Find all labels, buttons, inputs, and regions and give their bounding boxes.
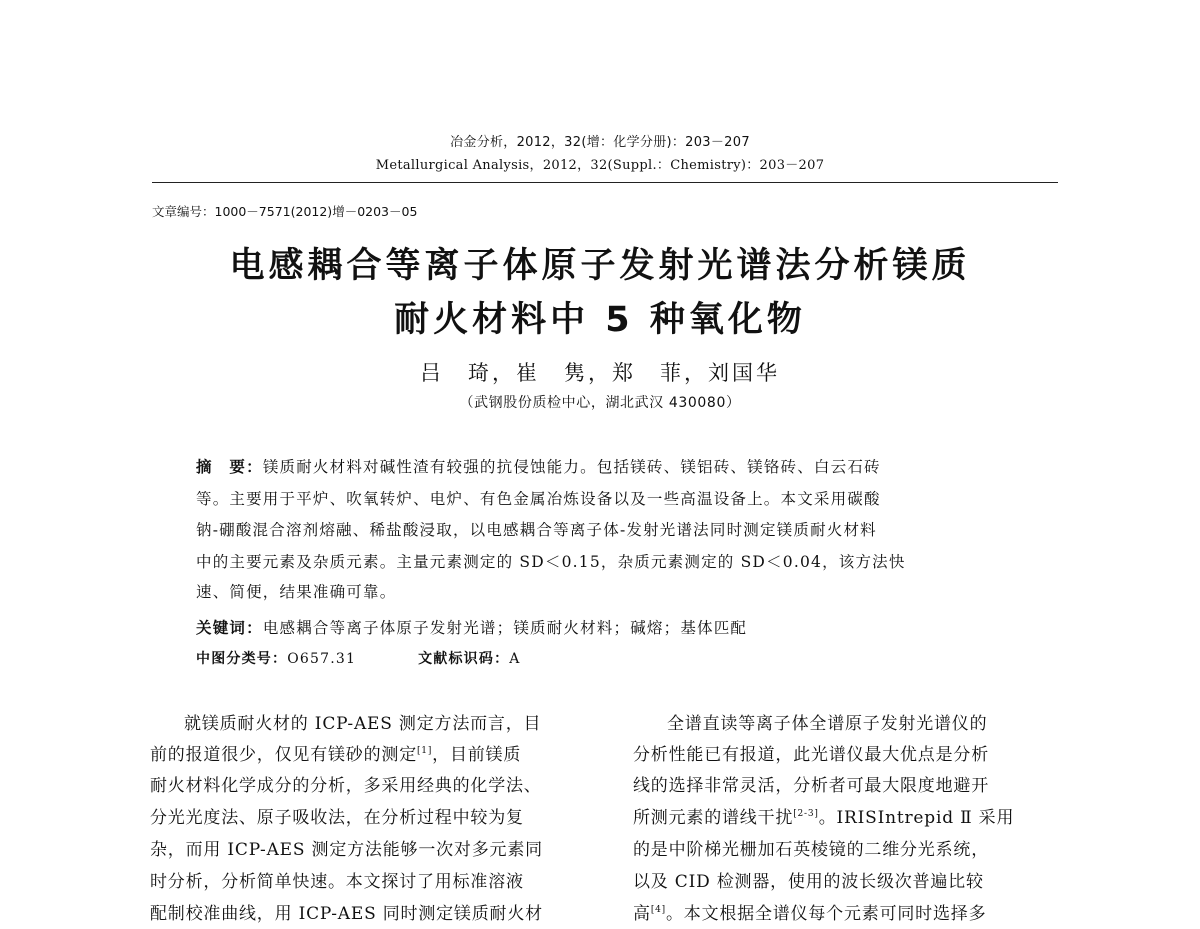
- body-left-text-1: 就镁质耐火材的 ICP-AES 测定方法而言，目: [184, 714, 542, 734]
- body-right-line-5: 的是中阶梯光栅加石英棱镜的二维分光系统，: [633, 840, 989, 860]
- abstract-line-1: [196, 455, 1016, 477]
- paper-title-line-1: 电感耦合等离子体原子发射光谱法分析镁质: [229, 246, 971, 286]
- body-left-line-7: 配制校准曲线，用 ICP-AES 同时测定镁质耐火材: [150, 904, 543, 924]
- abstract-label: 摘 要：: [196, 458, 263, 476]
- body-left-line-2: [150, 740, 521, 765]
- body-right-line-4: [633, 803, 1014, 828]
- body-right-text-1: 全谱直读等离子体全谱原子发射光谱仪的: [667, 714, 988, 734]
- doc-code-value: A: [509, 651, 521, 667]
- body-right-line-6: 以及 CID 检测器，使用的波长级次普遍比较: [633, 872, 984, 892]
- body-left-line-6: 时分析，分析简单快速。本文探讨了用标准溶液: [150, 872, 524, 892]
- body-right-line-1: [633, 709, 987, 734]
- body-left-line-5: 杂，而用 ICP-AES 测定方法能够一次对多元素同: [150, 840, 543, 860]
- body-right-line-2: 分析性能已有报道，此光谱仪最大优点是分析: [633, 745, 989, 765]
- keywords: [196, 616, 1016, 638]
- citation-ref: [4]: [650, 905, 666, 915]
- abstract-line-5: 速、简便，结果准确可靠。: [196, 583, 397, 601]
- body-right-line-3: 线的选择非常灵活，分析者可最大限度地避开: [633, 776, 989, 796]
- abstract-line-2: 等。主要用于平炉、吹氧转炉、电炉、有色金属冶炼设备以及一些高温设备上。本文采用碳酸: [196, 490, 881, 508]
- body-left-line-3: 耐火材料化学成分的分析，多采用经典的化学法、: [150, 776, 542, 796]
- author-list: 吕 琦，崔 隽，郑 菲，刘国华: [420, 361, 780, 385]
- citation-ref: [2-3]: [793, 809, 819, 819]
- citation-ref: [1]: [417, 746, 433, 756]
- author-affiliation: （武钢股份质检中心，湖北武汉 430080）: [459, 395, 741, 411]
- body-right-text-7a: 高: [633, 904, 651, 924]
- body-right-text-7b: 。本文根据全谱仪每个元素可同时选择多: [665, 904, 987, 924]
- abstract-line-3: 钠-硼酸混合溶剂熔融、稀盐酸浸取，以电感耦合等离子体-发射光谱法同时测定镁质耐火材料: [196, 521, 877, 539]
- clc-label: 中图分类号：: [196, 651, 288, 667]
- body-left-text-2a: 前的报道很少，仅见有镁砂的测定: [150, 745, 417, 765]
- journal-citation-cn: 冶金分析，2012，32(增：化学分册)：203－207: [450, 135, 750, 150]
- body-left-text-2b: ，目前镁质: [432, 745, 522, 765]
- header-divider: [152, 182, 1058, 183]
- keywords-text: 电感耦合等离子体原子发射光谱；镁质耐火材料；碱熔；基体匹配: [262, 619, 748, 637]
- body-left-line-4: 分光光度法、原子吸收法，在分析过程中较为复: [150, 808, 524, 828]
- doc-code-label: 文献标识码：: [418, 651, 510, 667]
- keywords-label: 关键词：: [196, 619, 263, 637]
- body-right-text-4b: 。IRISIntrepid Ⅱ 采用: [818, 808, 1015, 828]
- clc-value: O657.31: [287, 651, 357, 667]
- article-number: 文章编号：1000－7571(2012)增－0203－05: [152, 204, 418, 219]
- abstract-line-4: 中的主要元素及杂质元素。主量元素测定的 SD＜0.15，杂质元素测定的 SD＜0.04，该方法快: [196, 553, 906, 571]
- paper-title-line-2: 耐火材料中 5 种氧化物: [394, 300, 806, 340]
- journal-citation-en: Metallurgical Analysis，2012，32(Suppl.：Chemistry)：203－207: [375, 158, 825, 173]
- body-left-line-1: [150, 709, 541, 734]
- body-right-text-4a: 所测元素的谱线干扰: [633, 808, 794, 828]
- abstract-text-1: 镁质耐火材料对碱性渣有较强的抗侵蚀能力。包括镁砖、镁铝砖、镁铬砖、白云石砖: [262, 458, 881, 476]
- body-right-line-7: [633, 899, 986, 924]
- classification-line: [196, 648, 1016, 668]
